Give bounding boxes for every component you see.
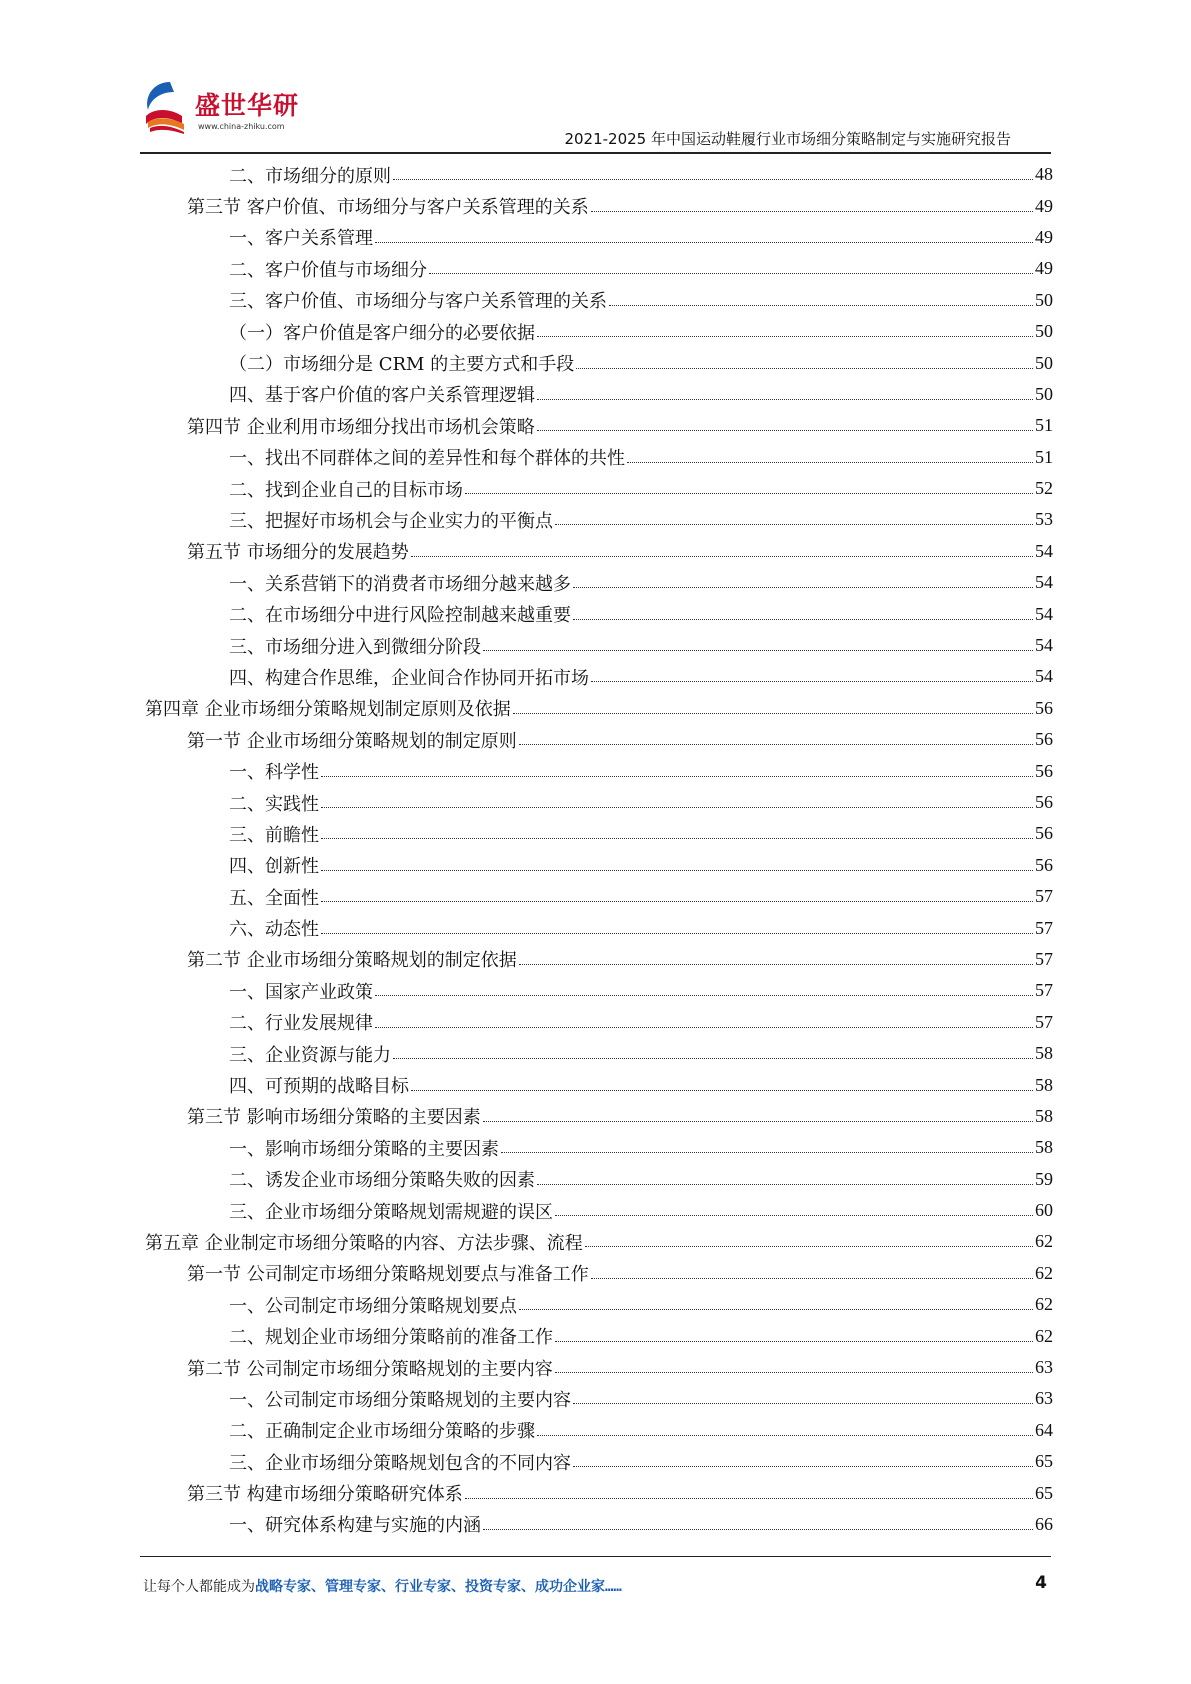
toc-entry[interactable]	[145, 285, 1053, 316]
toc-entry[interactable]	[145, 1069, 1053, 1100]
toc-entry[interactable]	[145, 1415, 1053, 1446]
toc-entry-label: 一、研究体系构建与实施的内涵	[229, 1515, 481, 1537]
toc-entry[interactable]	[145, 567, 1053, 598]
toc-leader-dots	[321, 933, 1033, 934]
footer-divider	[140, 1556, 1051, 1557]
company-logo	[140, 78, 315, 148]
toc-entry-label: 四、创新性	[229, 856, 319, 878]
toc-entry-page: 62	[1035, 1325, 1053, 1346]
toc-entry[interactable]	[145, 1164, 1053, 1195]
toc-entry-page: 54	[1035, 572, 1053, 593]
toc-entry-page: 57	[1035, 980, 1053, 1001]
toc-entry-page: 58	[1035, 1105, 1053, 1126]
toc-entry[interactable]	[145, 1320, 1053, 1351]
toc-entry[interactable]	[145, 190, 1053, 221]
toc-entry-label: 一、关系营销下的消费者市场细分越来越多	[229, 573, 571, 595]
toc-entry-page: 64	[1035, 1419, 1053, 1440]
toc-entry-label: 二、实践性	[229, 793, 319, 815]
toc-entry-label: 二、规划企业市场细分策略前的准备工作	[229, 1327, 553, 1349]
toc-entry[interactable]	[145, 1352, 1053, 1383]
toc-leader-dots	[411, 1090, 1033, 1091]
toc-leader-dots	[375, 242, 1033, 243]
toc-entry[interactable]	[145, 410, 1053, 441]
toc-entry-label: 第二节 企业市场细分策略规划的制定依据	[187, 950, 517, 972]
toc-leader-dots	[519, 744, 1033, 745]
page-number: 4	[1035, 1573, 1047, 1593]
toc-entry[interactable]	[145, 536, 1053, 567]
toc-leader-dots	[555, 524, 1033, 525]
toc-entry-page: 60	[1035, 1200, 1053, 1221]
toc-entry-page: 66	[1035, 1513, 1053, 1534]
toc-leader-dots	[555, 1341, 1033, 1342]
toc-entry[interactable]	[145, 944, 1053, 975]
toc-entry-label: 三、前瞻性	[229, 824, 319, 846]
toc-leader-dots	[321, 870, 1033, 871]
toc-entry-page: 54	[1035, 635, 1053, 656]
toc-entry-label: 五、全面性	[229, 887, 319, 909]
toc-entry-page: 50	[1035, 321, 1053, 342]
toc-leader-dots	[519, 1309, 1033, 1310]
toc-entry-page: 54	[1035, 666, 1053, 687]
toc-entry-label: 三、企业市场细分策略规划包含的不同内容	[229, 1452, 571, 1474]
toc-leader-dots	[537, 399, 1033, 400]
toc-leader-dots	[483, 1121, 1033, 1122]
toc-entry[interactable]	[145, 442, 1053, 473]
toc-leader-dots	[576, 368, 1033, 369]
logo-url: www.china-zhiku.com	[198, 122, 285, 131]
toc-leader-dots	[585, 1246, 1033, 1247]
toc-entry-label: 第五节 市场细分的发展趋势	[187, 542, 409, 564]
footer-slogan-prefix: 让每个人都能成为	[143, 1579, 255, 1595]
toc-entry-page: 57	[1035, 1011, 1053, 1032]
toc-entry-label: 三、企业资源与能力	[229, 1044, 391, 1066]
toc-entry[interactable]	[145, 850, 1053, 881]
toc-leader-dots	[555, 1372, 1033, 1373]
toc-entry-page: 63	[1035, 1388, 1053, 1409]
toc-entry[interactable]	[145, 1289, 1053, 1320]
toc-leader-dots	[429, 273, 1033, 274]
toc-leader-dots	[537, 336, 1033, 337]
toc-entry-page: 62	[1035, 1294, 1053, 1315]
toc-entry-label: 第一节 公司制定市场细分策略规划要点与准备工作	[187, 1264, 589, 1286]
toc-entry-label: 第四章 企业市场细分策略规划制定原则及依据	[145, 699, 511, 721]
toc-leader-dots	[573, 1466, 1033, 1467]
toc-entry-page: 58	[1035, 1074, 1053, 1095]
toc-entry-page: 58	[1035, 1137, 1053, 1158]
toc-entry-label: 第二节 公司制定市场细分策略规划的主要内容	[187, 1358, 553, 1380]
toc-entry[interactable]	[145, 316, 1053, 347]
toc-entry[interactable]	[145, 159, 1053, 190]
toc-entry[interactable]	[145, 630, 1053, 661]
toc-entry-page: 57	[1035, 886, 1053, 907]
toc-entry-page: 56	[1035, 729, 1053, 750]
toc-leader-dots	[537, 1184, 1033, 1185]
toc-entry-page: 50	[1035, 383, 1053, 404]
toc-entry-page: 59	[1035, 1168, 1053, 1189]
toc-entry-page: 54	[1035, 603, 1053, 624]
toc-entry[interactable]	[145, 724, 1053, 755]
logo-text: 盛世华研	[195, 91, 300, 120]
toc-entry[interactable]	[145, 1477, 1053, 1508]
toc-entry[interactable]	[145, 1446, 1053, 1477]
toc-entry-label: 四、可预期的战略目标	[229, 1076, 409, 1098]
toc-entry-page: 62	[1035, 1231, 1053, 1252]
table-of-contents	[145, 159, 1053, 1540]
toc-entry-label: 一、国家产业政策	[229, 981, 373, 1003]
toc-entry-page: 58	[1035, 1043, 1053, 1064]
toc-leader-dots	[321, 807, 1033, 808]
toc-entry-label: 六、动态性	[229, 919, 319, 941]
toc-entry-label: 三、客户价值、市场细分与客户关系管理的关系	[229, 291, 607, 313]
toc-leader-dots	[627, 462, 1033, 463]
toc-entry[interactable]	[145, 975, 1053, 1006]
toc-leader-dots	[591, 1278, 1033, 1279]
toc-entry-label: （二）市场细分是 CRM 的主要方式和手段	[229, 354, 575, 376]
toc-entry-page: 62	[1035, 1262, 1053, 1283]
toc-entry-label: 一、科学性	[229, 762, 319, 784]
toc-entry-page: 57	[1035, 917, 1053, 938]
toc-entry-label: 四、构建合作思维，企业间合作协同开拓市场	[229, 667, 589, 689]
toc-entry[interactable]	[145, 253, 1053, 284]
toc-entry-label: 一、影响市场细分策略的主要因素	[229, 1138, 499, 1160]
toc-entry[interactable]	[145, 222, 1053, 253]
toc-leader-dots	[411, 556, 1033, 557]
toc-entry-page: 48	[1035, 164, 1053, 185]
toc-entry-label: 二、客户价值与市场细分	[229, 259, 427, 281]
toc-entry-page: 49	[1035, 258, 1053, 279]
toc-entry[interactable]	[145, 598, 1053, 629]
toc-entry[interactable]	[145, 881, 1053, 912]
toc-entry-label: 一、找出不同群体之间的差异性和每个群体的共性	[229, 448, 625, 470]
toc-entry-page: 56	[1035, 823, 1053, 844]
toc-leader-dots	[573, 1403, 1033, 1404]
toc-entry[interactable]	[145, 693, 1053, 724]
toc-leader-dots	[609, 305, 1033, 306]
toc-entry-label: 三、企业市场细分策略规划需规避的误区	[229, 1201, 553, 1223]
toc-entry[interactable]	[145, 347, 1053, 378]
toc-entry-page: 49	[1035, 226, 1053, 247]
toc-entry-label: 三、把握好市场机会与企业实力的平衡点	[229, 510, 553, 532]
toc-entry-label: 第四节 企业利用市场细分找出市场机会策略	[187, 416, 535, 438]
toc-entry-page: 51	[1035, 415, 1053, 436]
toc-entry-page: 56	[1035, 854, 1053, 875]
toc-entry-page: 56	[1035, 760, 1053, 781]
toc-entry[interactable]	[145, 818, 1053, 849]
toc-entry-page: 51	[1035, 446, 1053, 467]
toc-leader-dots	[321, 838, 1033, 839]
toc-entry-page: 50	[1035, 352, 1053, 373]
header-divider	[140, 152, 1051, 154]
toc-leader-dots	[513, 713, 1033, 714]
toc-entry[interactable]	[145, 1509, 1053, 1540]
toc-leader-dots	[501, 1152, 1033, 1153]
toc-entry[interactable]	[145, 379, 1053, 410]
toc-leader-dots	[591, 211, 1033, 212]
toc-entry-label: 一、客户关系管理	[229, 228, 373, 250]
toc-entry-label: 一、公司制定市场细分策略规划的主要内容	[229, 1389, 571, 1411]
toc-entry-page: 53	[1035, 509, 1053, 530]
toc-entry-label: 第三节 构建市场细分策略研究体系	[187, 1484, 463, 1506]
toc-entry[interactable]	[145, 504, 1053, 535]
toc-entry-label: 第一节 企业市场细分策略规划的制定原则	[187, 730, 517, 752]
toc-entry-label: 二、在市场细分中进行风险控制越来越重要	[229, 605, 571, 627]
toc-entry[interactable]	[145, 1132, 1053, 1163]
toc-leader-dots	[465, 1498, 1033, 1499]
toc-leader-dots	[591, 681, 1033, 682]
toc-leader-dots	[537, 1435, 1033, 1436]
footer-slogan-highlight: 战略专家、管理专家、行业专家、投资专家、成功企业家……	[255, 1579, 622, 1595]
toc-entry-page: 63	[1035, 1357, 1053, 1378]
toc-entry[interactable]	[145, 1258, 1053, 1289]
toc-entry-label: 四、基于客户价值的客户关系管理逻辑	[229, 385, 535, 407]
toc-leader-dots	[321, 901, 1033, 902]
toc-entry[interactable]	[145, 1226, 1053, 1257]
toc-leader-dots	[375, 1027, 1033, 1028]
toc-entry[interactable]	[145, 787, 1053, 818]
toc-entry-label: 三、市场细分进入到微细分阶段	[229, 636, 481, 658]
toc-entry-label: （一）客户价值是客户细分的必要依据	[229, 322, 535, 344]
toc-entry-label: 一、公司制定市场细分策略规划要点	[229, 1295, 517, 1317]
toc-entry-label: 二、市场细分的原则	[229, 165, 391, 187]
toc-entry-label: 二、诱发企业市场细分策略失败的因素	[229, 1170, 535, 1192]
toc-entry-page: 65	[1035, 1451, 1053, 1472]
toc-entry-page: 56	[1035, 792, 1053, 812]
toc-entry-page: 56	[1035, 697, 1053, 718]
toc-entry-page: 57	[1035, 948, 1053, 969]
toc-entry-label: 第三节 影响市场细分策略的主要因素	[187, 1107, 481, 1129]
logo-emblem-icon	[140, 78, 196, 138]
toc-entry[interactable]	[145, 1038, 1053, 1069]
toc-leader-dots	[321, 776, 1033, 777]
toc-leader-dots	[465, 493, 1033, 494]
toc-leader-dots	[393, 179, 1033, 180]
toc-leader-dots	[555, 1215, 1033, 1216]
footer-slogan	[143, 1576, 622, 1596]
toc-entry-page: 50	[1035, 289, 1053, 310]
toc-entry-label: 二、找到企业自己的目标市场	[229, 479, 463, 501]
toc-entry-label: 第三节 客户价值、市场细分与客户关系管理的关系	[187, 197, 589, 219]
toc-entry[interactable]	[145, 1101, 1053, 1132]
toc-entry[interactable]	[145, 755, 1053, 786]
toc-entry[interactable]	[145, 912, 1053, 943]
toc-leader-dots	[537, 430, 1033, 431]
toc-leader-dots	[573, 587, 1033, 588]
toc-leader-dots	[483, 650, 1033, 651]
toc-entry[interactable]	[145, 1195, 1053, 1226]
toc-entry-page: 49	[1035, 195, 1053, 216]
toc-entry-page: 52	[1035, 478, 1053, 499]
toc-entry-label: 二、行业发展规律	[229, 1013, 373, 1035]
toc-leader-dots	[375, 995, 1033, 996]
report-title: 2021-2025 年中国运动鞋履行业市场细分策略制定与实施研究报告	[564, 130, 1011, 148]
toc-entry-label: 二、正确制定企业市场细分策略的步骤	[229, 1421, 535, 1443]
toc-leader-dots	[393, 1058, 1033, 1059]
toc-entry[interactable]	[145, 1007, 1053, 1038]
toc-leader-dots	[483, 1529, 1033, 1530]
toc-entry[interactable]	[145, 661, 1053, 692]
toc-leader-dots	[573, 619, 1033, 620]
toc-entry[interactable]	[145, 473, 1053, 504]
toc-entry-label: 第五章 企业制定市场细分策略的内容、方法步骤、流程	[145, 1232, 583, 1254]
toc-entry-page: 65	[1035, 1482, 1053, 1503]
toc-entry-page: 54	[1035, 540, 1053, 561]
toc-entry[interactable]	[145, 1383, 1053, 1414]
toc-leader-dots	[519, 964, 1033, 965]
